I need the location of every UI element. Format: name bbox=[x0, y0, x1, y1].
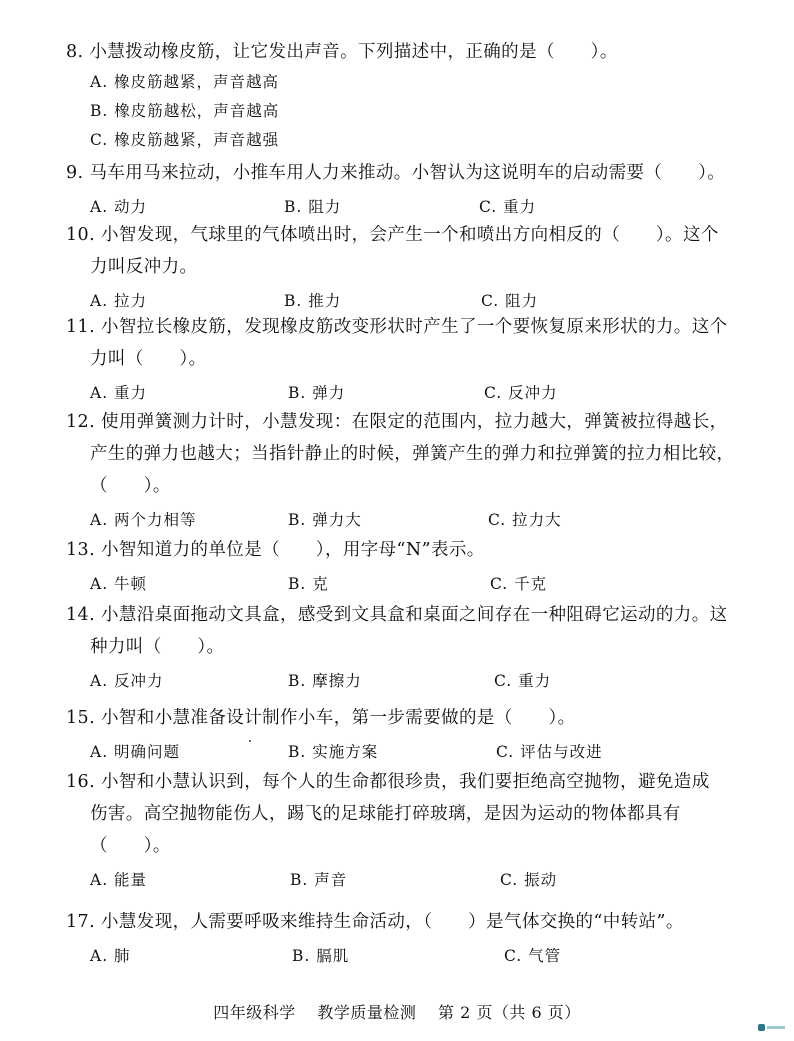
option-b: B. 克 bbox=[288, 575, 329, 593]
option-c: C. 气管 bbox=[504, 947, 562, 965]
option-a: A. 两个力相等 bbox=[90, 511, 197, 529]
question-stem bbox=[66, 906, 746, 938]
question-number: 14. bbox=[66, 605, 96, 625]
option-a: A. 反冲力 bbox=[90, 672, 164, 690]
footer-page-number: 第 2 页（共 6 页） bbox=[438, 1003, 581, 1022]
question-text-cont: 伤害。高空抛物能伤人，踢飞的足球能打碎玻璃，是因为运动的物体都具有 bbox=[90, 804, 681, 824]
question-text-cont: （ ）。 bbox=[90, 836, 171, 856]
options bbox=[66, 68, 746, 155]
question-text: 小智发现，气球里的气体喷出时，会产生一个和喷出方向相反的（ ）。这个 bbox=[101, 225, 719, 245]
question-text: 小智和小慧认识到，每个人的生命都很珍贵，我们要拒绝高空抛物，避免造成 bbox=[101, 772, 710, 792]
question-stem bbox=[66, 157, 746, 189]
option-b: B. 推力 bbox=[284, 292, 342, 310]
logo-icon bbox=[758, 1024, 765, 1031]
question-16 bbox=[66, 766, 746, 894]
option-c: C. 反冲力 bbox=[484, 384, 558, 402]
question-text-cont: （ ）。 bbox=[90, 476, 171, 496]
question-text: 马车用马来拉动，小推车用人力来推动。小智认为这说明车的启动需要（ ）。 bbox=[89, 163, 726, 183]
question-text-cont: 种力叫（ ）。 bbox=[90, 637, 225, 657]
option-c: C. 重力 bbox=[494, 672, 552, 690]
option-a: A. 重力 bbox=[90, 384, 148, 402]
options bbox=[66, 566, 746, 598]
options bbox=[66, 862, 746, 894]
option-b: B. 橡皮筋越松，声音越高 bbox=[90, 102, 280, 120]
option-c: C. 阻力 bbox=[481, 292, 539, 310]
option-c: C. 重力 bbox=[479, 198, 537, 216]
question-number: 8. bbox=[66, 42, 84, 62]
page-footer bbox=[0, 1000, 794, 1023]
question-text: 小智和小慧准备设计制作小车，第一步需要做的是（ ）。 bbox=[101, 708, 576, 728]
option-b: B. 膈肌 bbox=[292, 947, 350, 965]
question-text: 小智知道力的单位是（ ），用字母“N”表示。 bbox=[101, 540, 485, 560]
option-c: C. 评估与改进 bbox=[496, 743, 603, 761]
question-stem bbox=[66, 702, 746, 734]
question-stem bbox=[66, 311, 746, 343]
question-text: 小智拉长橡皮筋，发现橡皮筋改变形状时产生了一个要恢复原来形状的力。这个 bbox=[101, 317, 728, 337]
question-number: 17. bbox=[66, 912, 96, 932]
option-a: A. 明确问题 bbox=[90, 743, 181, 761]
question-number: 9. bbox=[66, 163, 84, 183]
options bbox=[66, 502, 746, 534]
option-a: A. 能量 bbox=[90, 871, 148, 889]
question-text-cont: 力叫（ ）。 bbox=[90, 349, 207, 369]
question-stem bbox=[66, 219, 746, 251]
option-b: B. 实施方案 bbox=[288, 743, 379, 761]
option-b: B. 阻力 bbox=[284, 198, 342, 216]
option-a: A. 橡皮筋越紧，声音越高 bbox=[90, 73, 280, 91]
option-a: A. 肺 bbox=[90, 947, 131, 965]
option-b: B. 声音 bbox=[290, 871, 348, 889]
question-text: 使用弹簧测力计时，小慧发现：在限定的范围内，拉力越大，弹簧被拉得越长， bbox=[101, 412, 728, 432]
question-17 bbox=[66, 906, 746, 970]
question-stem bbox=[66, 36, 746, 68]
option-c: C. 千克 bbox=[490, 575, 548, 593]
question-stem bbox=[66, 766, 746, 798]
footer-exam: 教学质量检测 bbox=[317, 1003, 417, 1022]
options bbox=[66, 375, 746, 407]
question-number: 11. bbox=[66, 317, 96, 337]
question-8 bbox=[66, 36, 746, 155]
option-c: C. 橡皮筋越紧，声音越强 bbox=[90, 131, 280, 149]
option-a: A. 牛顿 bbox=[90, 575, 148, 593]
question-number: 16. bbox=[66, 772, 96, 792]
question-15 bbox=[66, 702, 746, 766]
question-text: 小慧发现，人需要呼吸来维持生命活动，（ ）是气体交换的“中转站”。 bbox=[101, 912, 684, 932]
question-12 bbox=[66, 406, 746, 534]
question-stem bbox=[66, 534, 746, 566]
question-9 bbox=[66, 157, 746, 221]
question-stem bbox=[66, 599, 746, 631]
question-number: 13. bbox=[66, 540, 96, 560]
question-text: 小慧沿桌面拖动文具盒，感受到文具盒和桌面之间存在一种阻碍它运动的力。这 bbox=[101, 605, 728, 625]
option-a: A. 拉力 bbox=[90, 292, 148, 310]
question-13 bbox=[66, 534, 746, 598]
option-a: A. 动力 bbox=[90, 198, 148, 216]
options bbox=[66, 734, 746, 766]
options bbox=[66, 189, 746, 221]
option-b: B. 摩擦力 bbox=[288, 672, 362, 690]
question-number: 10. bbox=[66, 225, 96, 245]
question-number: 15. bbox=[66, 708, 96, 728]
option-c: C. 拉力大 bbox=[488, 511, 562, 529]
options bbox=[66, 663, 746, 695]
question-text-cont: 力叫反冲力。 bbox=[90, 257, 198, 277]
option-c: C. 振动 bbox=[500, 871, 558, 889]
options bbox=[66, 938, 746, 970]
question-11 bbox=[66, 311, 746, 407]
question-14 bbox=[66, 599, 746, 695]
question-text-cont: 产生的弹力也越大；当指针静止的时候，弹簧产生的弹力和拉弹簧的拉力相比较， bbox=[90, 444, 735, 464]
watermark-logo bbox=[758, 1022, 788, 1033]
question-stem bbox=[66, 406, 746, 438]
question-number: 12. bbox=[66, 412, 96, 432]
scan-speck bbox=[249, 740, 251, 742]
logo-wordmark bbox=[767, 1026, 785, 1029]
question-10 bbox=[66, 219, 746, 315]
option-b: B. 弹力 bbox=[288, 384, 346, 402]
footer-subject: 四年级科学 bbox=[213, 1003, 296, 1022]
question-text: 小慧拨动橡皮筋，让它发出声音。下列描述中，正确的是（ ）。 bbox=[89, 42, 618, 62]
option-b: B. 弹力大 bbox=[288, 511, 362, 529]
